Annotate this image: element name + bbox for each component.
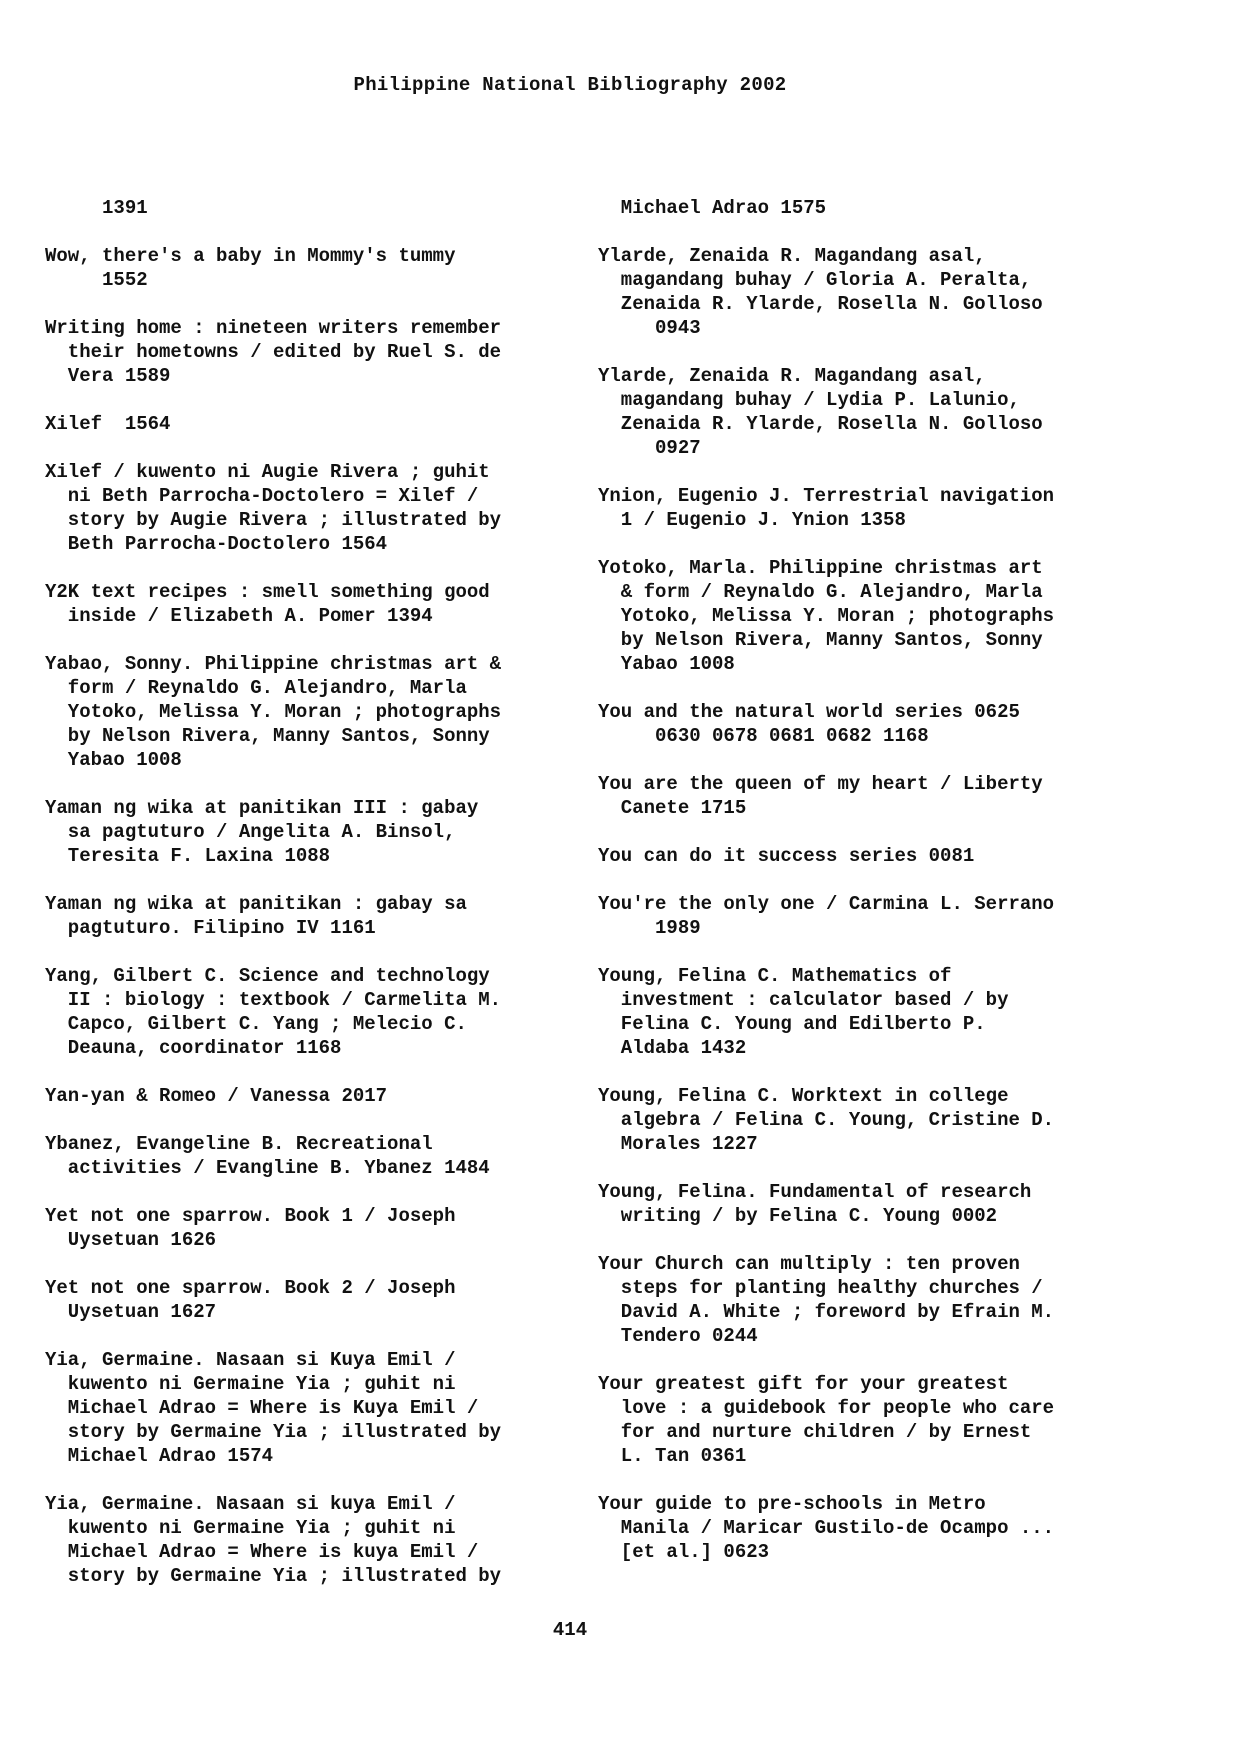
index-column-left xyxy=(45,196,585,1612)
index-entry: Ylarde, Zenaida R. Magandang asal, magandang buhay / Gloria A. Peralta, Zenaida R. Ylarde, Rosella N. Golloso 0943 xyxy=(598,245,1043,339)
index-entry: Writing home : nineteen writers remember their hometowns / edited by Ruel S. de Vera 1589 xyxy=(45,317,502,387)
index-entry: You are the queen of my heart / Liberty Canete 1715 xyxy=(598,773,1043,819)
index-entry: Yotoko, Marla. Philippine christmas art & form / Reynaldo G. Alejandro, Marla Yotoko, Melissa Y. Moran ; photographs by Nelson Rivera, Manny Santos, Sonny Yabao 1008 xyxy=(598,557,1055,675)
index-entry: Wow, there's a baby in Mommy's tummy 1552 xyxy=(45,245,456,291)
index-entry: Young, Felina C. Worktext in college algebra / Felina C. Young, Cristine D. Morales 1227 xyxy=(598,1085,1055,1155)
index-entry: 1391 xyxy=(45,197,148,219)
index-entry: Xilef 1564 xyxy=(45,413,171,435)
index-entry: Yet not one sparrow. Book 1 / Joseph Uysetuan 1626 xyxy=(45,1205,456,1251)
index-entry: Yan-yan & Romeo / Vanessa 2017 xyxy=(45,1085,388,1107)
index-entry: Yabao, Sonny. Philippine christmas art & form / Reynaldo G. Alejandro, Marla Yotoko, Melissa Y. Moran ; photographs by Nelson Rivera, Manny Santos, Sonny Yabao 1008 xyxy=(45,653,502,771)
index-entry: Yia, Germaine. Nasaan si kuya Emil / kuwento ni Germaine Yia ; guhit ni Michael Adrao = Where is kuya Emil / story by Germaine Yia ; illustrated by xyxy=(45,1493,502,1587)
index-entry: Yet not one sparrow. Book 2 / Joseph Uysetuan 1627 xyxy=(45,1277,456,1323)
index-entry: Ynion, Eugenio J. Terrestrial navigation 1 / Eugenio J. Ynion 1358 xyxy=(598,485,1055,531)
index-entry: Ylarde, Zenaida R. Magandang asal, magandang buhay / Lydia P. Lalunio, Zenaida R. Ylarde, Rosella N. Golloso 0927 xyxy=(598,365,1043,459)
index-entry: Yang, Gilbert C. Science and technology II : biology : textbook / Carmelita M. Capco, Gilbert C. Yang ; Melecio C. Deauna, coordinator 1168 xyxy=(45,965,502,1059)
index-entry: Yaman ng wika at panitikan : gabay sa pagtuturo. Filipino IV 1161 xyxy=(45,893,467,939)
index-entry: Your Church can multiply : ten proven steps for planting healthy churches / David A. White ; foreword by Efrain M. Tendero 0244 xyxy=(598,1253,1055,1347)
index-entry: Yaman ng wika at panitikan III : gabay sa pagtuturo / Angelita A. Binsol, Teresita F. Laxina 1088 xyxy=(45,797,479,867)
index-entry: You're the only one / Carmina L. Serrano 1989 xyxy=(598,893,1055,939)
page-number: 414 xyxy=(552,1619,588,1641)
index-entry: Young, Felina C. Mathematics of investment : calculator based / by Felina C. Young and Edilberto P. Aldaba 1432 xyxy=(598,965,1009,1059)
index-entry: You and the natural world series 0625 0630 0678 0681 0682 1168 xyxy=(598,701,1020,747)
index-entry: Your greatest gift for your greatest love : a guidebook for people who care for and nurture children / by Ernest L. Tan 0361 xyxy=(598,1373,1055,1467)
index-entry: Your guide to pre-schools in Metro Manila / Maricar Gustilo-de Ocampo ... [et al.] 0623 xyxy=(598,1493,1055,1563)
index-entry: Yia, Germaine. Nasaan si Kuya Emil / kuwento ni Germaine Yia ; guhit ni Michael Adrao = Where is Kuya Emil / story by Germaine Yia ; illustrated by Michael Adrao 1574 xyxy=(45,1349,502,1467)
index-entry: Ybanez, Evangeline B. Recreational activities / Evangline B. Ybanez 1484 xyxy=(45,1133,490,1179)
index-entry: Young, Felina. Fundamental of research writing / by Felina C. Young 0002 xyxy=(598,1181,1032,1227)
index-entry: Y2K text recipes : smell something good inside / Elizabeth A. Pomer 1394 xyxy=(45,581,490,627)
page-title: Philippine National Bibliography 2002 xyxy=(353,74,787,96)
index-column-right xyxy=(598,196,1138,1588)
index-entry: Michael Adrao 1575 xyxy=(598,197,827,219)
index-entry: You can do it success series 0081 xyxy=(598,845,975,867)
index-entry: Xilef / kuwento ni Augie Rivera ; guhit ni Beth Parrocha-Doctolero = Xilef / story by Augie Rivera ; illustrated by Beth Parrocha-Doctolero 1564 xyxy=(45,461,502,555)
